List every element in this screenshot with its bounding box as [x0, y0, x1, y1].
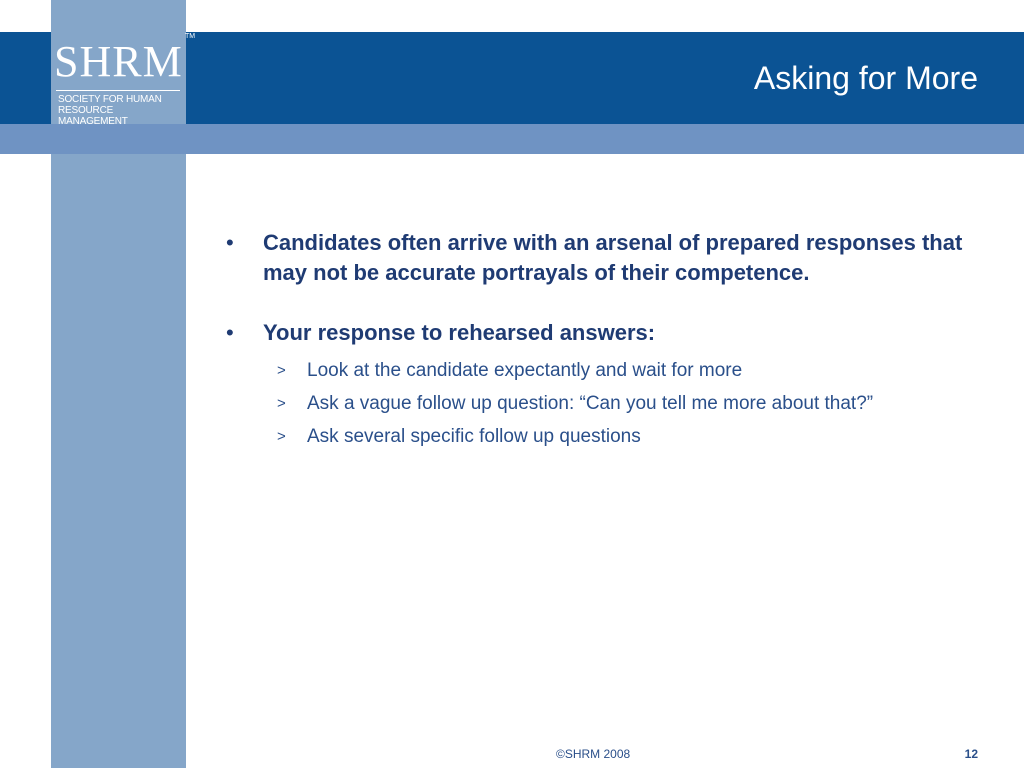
- slide-content: [226, 228, 996, 453]
- page-number: 12: [964, 747, 978, 761]
- logo-divider: [56, 90, 180, 91]
- slide-title: Asking for More: [753, 60, 978, 96]
- sub-item-text: Ask a vague follow up question: “Can you tell me more about that?”: [307, 393, 874, 414]
- sub-item: [226, 387, 996, 420]
- shrm-logo: [52, 34, 186, 127]
- sub-item: [226, 420, 996, 453]
- logo-tagline-line2: RESOURCE MANAGEMENT: [58, 105, 128, 127]
- footer-copyright: ©SHRM 2008: [556, 747, 631, 761]
- arrow-bullet-icon: >: [277, 362, 286, 379]
- sub-item: [226, 354, 996, 387]
- trademark-symbol: TM: [185, 33, 196, 40]
- bullet-item: [226, 228, 996, 288]
- arrow-bullet-icon: >: [277, 428, 286, 445]
- bullet-item: [226, 318, 996, 348]
- logo-tagline-line1: SOCIETY FOR HUMAN: [58, 94, 162, 105]
- bullet-symbol: •: [226, 230, 234, 255]
- logo-tagline: [58, 94, 184, 127]
- sub-item-text: Look at the candidate expectantly and wait for more: [307, 360, 743, 381]
- bullet-text: Candidates often arrive with an arsenal of prepared responses that may not be accurate portrayals of their competence.: [263, 230, 963, 285]
- bullet-text: Your response to rehearsed answers:: [263, 320, 656, 345]
- bullet-symbol: •: [226, 320, 234, 345]
- sub-list: [226, 354, 996, 453]
- sub-item-text: Ask several specific follow up questions: [307, 426, 641, 447]
- sub-band: [0, 124, 1024, 154]
- arrow-bullet-icon: >: [277, 395, 286, 412]
- logo-mark: SHRM: [54, 37, 183, 86]
